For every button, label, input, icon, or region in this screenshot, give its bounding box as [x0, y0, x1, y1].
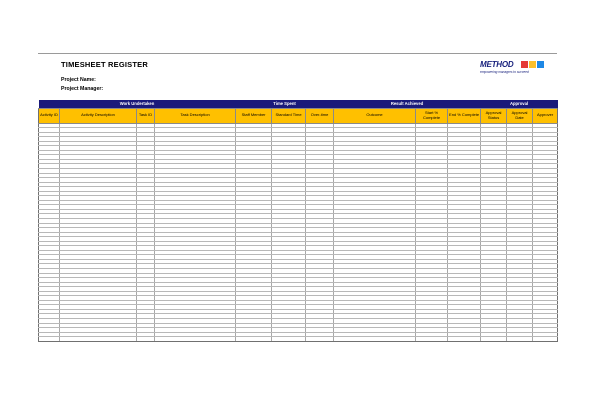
logo-square-blue-icon	[537, 61, 544, 68]
logo-tagline: empowering managers to succeed	[480, 70, 529, 74]
table-cell[interactable]	[416, 337, 448, 342]
column-header: Staff Member	[236, 108, 272, 123]
timesheet-body	[39, 123, 558, 341]
column-header: Approval Date	[507, 108, 533, 123]
table-row	[39, 337, 558, 342]
logo-square-yellow-icon	[529, 61, 536, 68]
table-cell[interactable]	[272, 337, 306, 342]
table-cell[interactable]	[39, 337, 60, 342]
column-header: End % Complete	[448, 108, 481, 123]
column-header: Start % Complete	[416, 108, 448, 123]
page-title: TIMESHEET REGISTER	[61, 60, 148, 69]
table-cell[interactable]	[306, 337, 334, 342]
group-header-row	[39, 100, 558, 108]
column-header-row	[39, 108, 558, 123]
table-cell[interactable]	[236, 337, 272, 342]
timesheet-table	[38, 100, 558, 342]
column-header: Activity Description	[60, 108, 137, 123]
column-header: Standard Time	[272, 108, 306, 123]
column-header: Over-time	[306, 108, 334, 123]
column-header: Activity ID	[39, 108, 60, 123]
table-cell[interactable]	[334, 337, 416, 342]
column-header: Task ID	[137, 108, 155, 123]
group-header-cell: Time Spent	[236, 100, 334, 108]
table-cell[interactable]	[60, 337, 137, 342]
table-cell[interactable]	[481, 337, 507, 342]
group-header-cell: Work Undertaken	[39, 100, 236, 108]
timesheet-sheet	[38, 53, 557, 345]
table-cell[interactable]	[507, 337, 533, 342]
method-logo	[480, 58, 554, 78]
table-cell[interactable]	[448, 337, 481, 342]
table-cell[interactable]	[137, 337, 155, 342]
group-header-cell: Result Achieved	[334, 100, 481, 108]
logo-word: METHOD	[480, 60, 514, 69]
group-header-cell: Approval	[481, 100, 558, 108]
table-cell[interactable]	[533, 337, 558, 342]
project-manager-label: Project Manager:	[61, 86, 104, 92]
table-cell[interactable]	[155, 337, 236, 342]
logo-square-red-icon	[521, 61, 528, 68]
column-header: Approver	[533, 108, 558, 123]
column-header: Outcome	[334, 108, 416, 123]
project-name-label: Project Name:	[61, 77, 96, 83]
column-header: Task Description	[155, 108, 236, 123]
column-header: Approval Status	[481, 108, 507, 123]
